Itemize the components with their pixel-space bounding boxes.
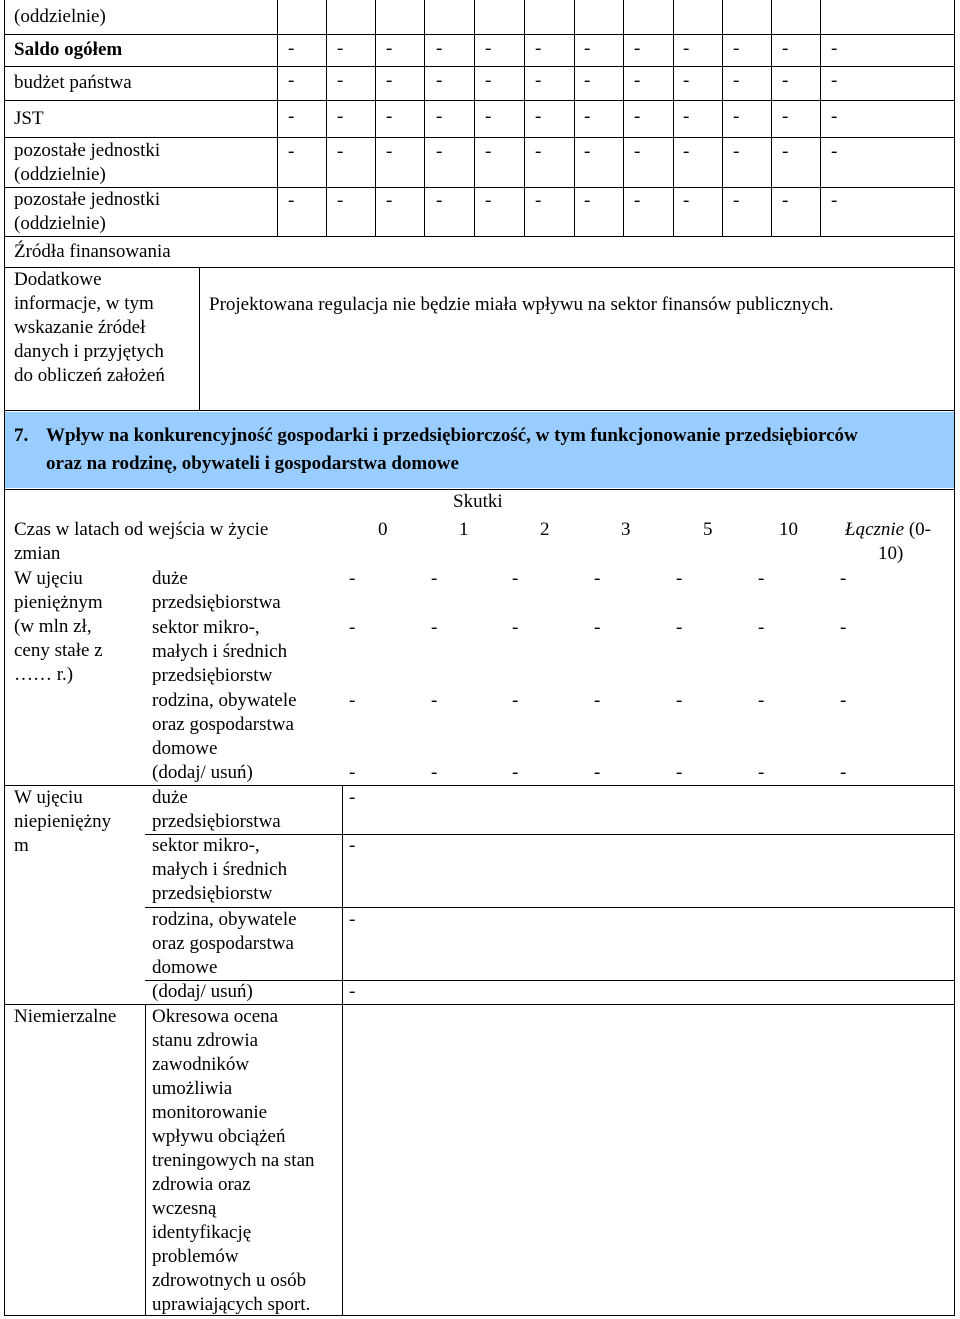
top-value-cell: - [535, 141, 542, 162]
monetary-label-5: …… r.) [14, 664, 74, 685]
year-3: 3 [621, 519, 631, 540]
nonmon-row3-value: - [349, 909, 356, 930]
row-label-pozostale-1b: (oddzielnie) [14, 164, 106, 185]
top-value-cell: - [337, 106, 344, 127]
top-value-cell: - [782, 190, 789, 211]
row-label-pozostale-2a: pozostałe jednostki [14, 189, 161, 210]
top-value-cell: - [634, 38, 641, 59]
monetary-value-cell: - [676, 690, 683, 711]
monetary-value-cell: - [349, 617, 356, 638]
time-label-2: zmian [14, 543, 61, 564]
top-value-cell: - [535, 70, 542, 91]
mon-row3-l2: oraz gospodarstwa [152, 714, 294, 735]
monetary-value-cell: - [512, 568, 519, 589]
top-value-cell: - [584, 190, 591, 211]
top-value-cell: - [733, 190, 740, 211]
unmeasured-text-line: zdrowia oraz [152, 1174, 251, 1195]
row-label-budzet: budżet państwa [14, 72, 132, 93]
extra-label-4: danych i przyjętych [14, 341, 164, 362]
monetary-value-cell: - [758, 762, 765, 783]
top-value-cell: - [386, 141, 393, 162]
section-title-line-1: Wpływ na konkurencyjność gospodarki i przedsiębiorczość, w tym funkcjonowanie przedsiębiorców [46, 425, 858, 446]
skutki-label: Skutki [453, 491, 503, 512]
top-value-cell: - [337, 38, 344, 59]
monetary-value-cell: - [594, 690, 601, 711]
monetary-value-cell: - [594, 762, 601, 783]
total-label: Łącznie (0- [845, 519, 932, 540]
monetary-value-cell: - [431, 690, 438, 711]
mon-row4-l1: (dodaj/ usuń) [152, 762, 253, 783]
monetary-value-cell: - [512, 762, 519, 783]
unmeasured-text-line: zawodników [152, 1054, 250, 1075]
year-0: 0 [378, 519, 388, 540]
monetary-label-4: ceny stałe z [14, 640, 103, 661]
top-value-cell: - [485, 141, 492, 162]
top-value-cell: - [288, 141, 295, 162]
monetary-value-cell: - [431, 617, 438, 638]
extra-label-1: Dodatkowe [14, 269, 102, 290]
section-title-line-2: oraz na rodzinę, obywateli i gospodarstwa domowe [46, 453, 459, 474]
top-value-cell: - [683, 141, 690, 162]
top-value-cell: - [831, 38, 838, 59]
year-5: 5 [703, 519, 713, 540]
monetary-value-cell: - [349, 762, 356, 783]
unmeasured-text-line: identyfikację [152, 1222, 252, 1243]
top-value-cell: - [386, 106, 393, 127]
top-value-cell: - [831, 190, 838, 211]
year-10: 10 [779, 519, 798, 540]
top-value-cell: - [634, 141, 641, 162]
unmeasured-text-line: wczesną [152, 1198, 217, 1219]
top-value-cell: - [733, 70, 740, 91]
top-value-cell: - [634, 106, 641, 127]
extra-label-5: do obliczeń założeń [14, 365, 165, 386]
top-value-cell: - [436, 190, 443, 211]
monetary-value-cell: - [840, 762, 847, 783]
top-value-cell: - [683, 190, 690, 211]
unmeasured-text-line: stanu zdrowia [152, 1030, 259, 1051]
section-number: 7. [14, 425, 29, 446]
top-value-cell: - [733, 141, 740, 162]
extra-info-text: Projektowana regulacja nie będzie miała wpływu na sektor finansów publicznych. [209, 294, 834, 315]
nonmon-label-2: niepieniężny [14, 811, 112, 832]
extra-label-2: informacje, w tym [14, 293, 154, 314]
nonmon-row1-l2: przedsiębiorstwa [152, 811, 281, 832]
top-value-cell: - [535, 190, 542, 211]
top-value-cell: - [436, 38, 443, 59]
row-label-pozostale-2b: (oddzielnie) [14, 213, 106, 234]
nonmon-row3-l1: rodzina, obywatele [152, 909, 297, 930]
top-value-cell: - [337, 141, 344, 162]
nonmon-row1-l1: duże [152, 787, 188, 808]
mon-row1-l1: duże [152, 568, 188, 589]
top-value-cell: - [485, 106, 492, 127]
top-value-cell: - [288, 106, 295, 127]
nonmon-label-3: m [14, 835, 29, 856]
nonmon-row2-value: - [349, 835, 356, 856]
total-label-suffix: 10) [878, 543, 904, 564]
top-value-cell: - [634, 70, 641, 91]
unmeasured-text-line: problemów [152, 1246, 239, 1267]
top-value-cell: - [733, 38, 740, 59]
time-label-1: Czas w latach od wejścia w życie [14, 519, 269, 540]
monetary-value-cell: - [758, 690, 765, 711]
unmeasured-text-line: Okresowa ocena [152, 1006, 279, 1027]
top-value-cell: - [831, 106, 838, 127]
top-value-cell: - [782, 106, 789, 127]
extra-label-3: wskazanie źródeł [14, 317, 146, 338]
top-value-cell: - [485, 190, 492, 211]
monetary-value-cell: - [676, 762, 683, 783]
mon-row3-l3: domowe [152, 738, 218, 759]
row-label-jst: JST [14, 108, 44, 129]
mon-row3-l1: rodzina, obywatele [152, 690, 297, 711]
mon-row2-l1: sektor mikro-, [152, 617, 260, 638]
top-value-cell: - [683, 70, 690, 91]
nonmon-row4-l1: (dodaj/ usuń) [152, 981, 253, 1002]
mon-row2-l3: przedsiębiorstw [152, 665, 273, 686]
top-value-cell: - [782, 141, 789, 162]
year-1: 1 [459, 519, 469, 540]
top-value-cell: - [634, 190, 641, 211]
nonmon-row2-l1: sektor mikro-, [152, 835, 260, 856]
year-2: 2 [540, 519, 550, 540]
top-value-cell: - [584, 106, 591, 127]
monetary-label-2: pieniężnym [14, 592, 103, 613]
monetary-label-1: W ujęciu [14, 568, 83, 589]
monetary-value-cell: - [512, 690, 519, 711]
top-value-cell: - [683, 106, 690, 127]
unmeasured-text-line: umożliwia [152, 1078, 233, 1099]
unmeasured-text-line: treningowych na stan [152, 1150, 315, 1171]
unmeasured-text-line: monitorowanie [152, 1102, 268, 1123]
top-value-cell: - [485, 38, 492, 59]
row-label-pozostale-1a: pozostałe jednostki [14, 140, 161, 161]
monetary-value-cell: - [758, 617, 765, 638]
top-value-cell: - [683, 38, 690, 59]
row-label-saldo: Saldo ogółem [14, 39, 123, 60]
top-value-cell: - [337, 190, 344, 211]
mon-row2-l2: małych i średnich [152, 641, 288, 662]
unmeasured-text-line: uprawiających sport. [152, 1294, 311, 1315]
top-value-cell: - [782, 70, 789, 91]
monetary-value-cell: - [840, 617, 847, 638]
monetary-value-cell: - [840, 690, 847, 711]
top-value-cell: - [584, 38, 591, 59]
monetary-label-3: (w mln zł, [14, 616, 92, 637]
monetary-value-cell: - [676, 568, 683, 589]
row-label-oddzielnie: (oddzielnie) [14, 6, 106, 27]
unmeasured-label: Niemierzalne [14, 1006, 117, 1027]
mon-row1-l2: przedsiębiorstwa [152, 592, 281, 613]
monetary-value-cell: - [758, 568, 765, 589]
monetary-value-cell: - [431, 762, 438, 783]
monetary-value-cell: - [594, 568, 601, 589]
monetary-value-cell: - [349, 690, 356, 711]
top-value-cell: - [485, 70, 492, 91]
top-value-cell: - [831, 141, 838, 162]
nonmon-row2-l2: małych i średnich [152, 859, 288, 880]
top-value-cell: - [386, 190, 393, 211]
top-value-cell: - [782, 38, 789, 59]
monetary-value-cell: - [594, 617, 601, 638]
monetary-value-cell: - [349, 568, 356, 589]
top-value-cell: - [386, 70, 393, 91]
top-value-cell: - [584, 141, 591, 162]
top-value-cell: - [733, 106, 740, 127]
nonmon-label-1: W ujęciu [14, 787, 83, 808]
unmeasured-text-line: wpływu obciążeń [152, 1126, 286, 1147]
top-value-cell: - [831, 70, 838, 91]
nonmon-row3-l2: oraz gospodarstwa [152, 933, 294, 954]
top-value-cell: - [386, 38, 393, 59]
top-value-cell: - [436, 70, 443, 91]
nonmon-row2-l3: przedsiębiorstw [152, 883, 273, 904]
monetary-value-cell: - [840, 568, 847, 589]
nonmon-row3-l3: domowe [152, 957, 218, 978]
monetary-value-cell: - [512, 617, 519, 638]
top-value-cell: - [436, 141, 443, 162]
monetary-value-cell: - [431, 568, 438, 589]
top-value-cell: - [436, 106, 443, 127]
top-value-cell: - [337, 70, 344, 91]
top-value-cell: - [584, 70, 591, 91]
top-value-cell: - [535, 106, 542, 127]
top-value-cell: - [288, 38, 295, 59]
monetary-value-cell: - [676, 617, 683, 638]
nonmon-row4-value: - [349, 981, 356, 1002]
unmeasured-text-line: zdrowotnych u osób [152, 1270, 307, 1291]
nonmon-row1-value: - [349, 787, 356, 808]
funding-label: Źródła finansowania [14, 241, 171, 262]
top-value-cell: - [535, 38, 542, 59]
top-value-cell: - [288, 190, 295, 211]
top-value-cell: - [288, 70, 295, 91]
